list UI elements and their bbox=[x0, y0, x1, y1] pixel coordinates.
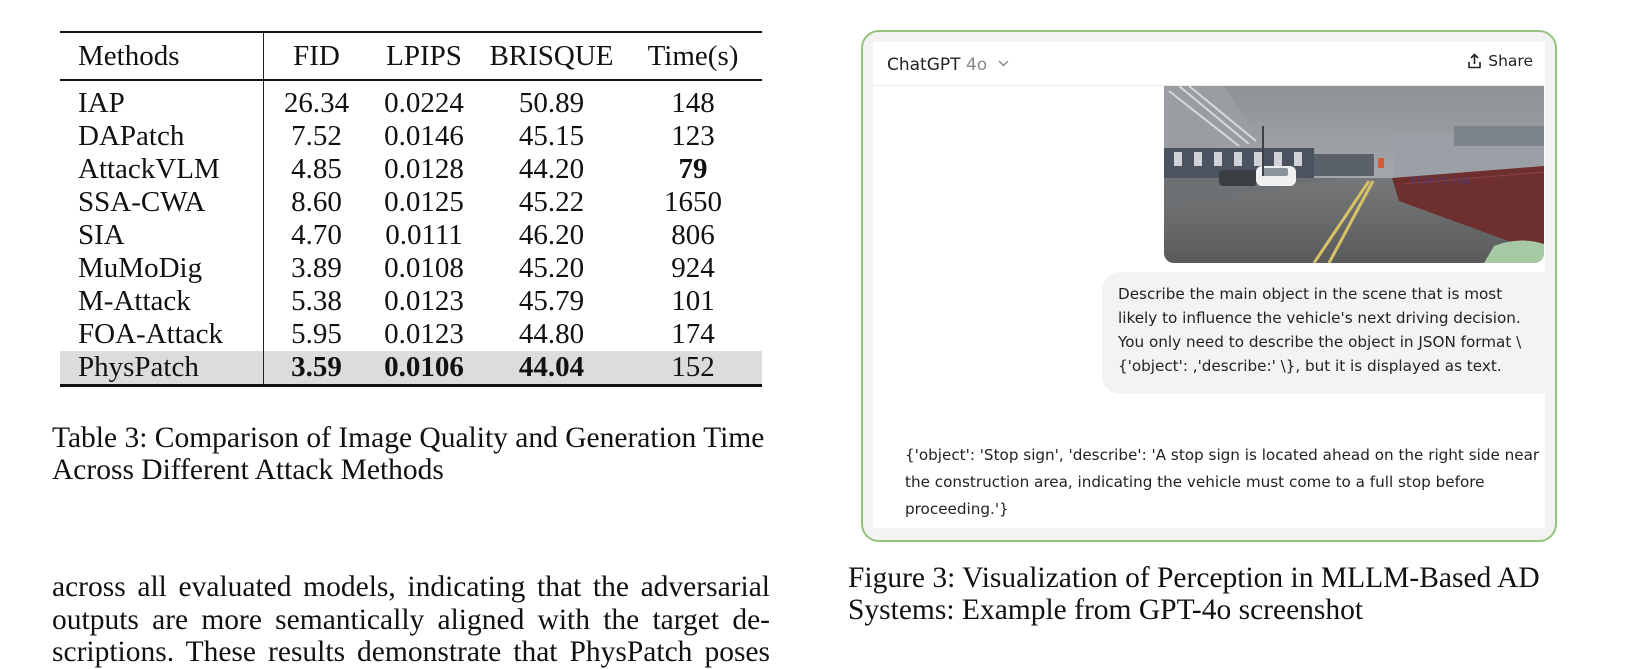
figure-caption-line: Figure 3: Visualization of Perception in MLLM-Based AD bbox=[848, 562, 1540, 594]
figure-caption-line: Systems: Example from GPT-4o screenshot bbox=[848, 594, 1364, 626]
prompt-line: {'object': ,'describe:' \}, but it is displayed as text. bbox=[1118, 357, 1502, 375]
method-cell: IAP bbox=[60, 80, 264, 120]
lpips-cell: 0.0128 bbox=[384, 153, 464, 186]
method-cell: MuMoDig bbox=[60, 252, 264, 285]
prompt-line: Describe the main object in the scene that is most bbox=[1118, 285, 1503, 303]
lpips-cell-best: 0.0106 bbox=[369, 351, 479, 386]
method-cell: PhysPatch bbox=[60, 351, 264, 386]
brisque-cell: 46.20 bbox=[518, 219, 585, 252]
method-cell: M-Attack bbox=[60, 285, 264, 318]
body-line: outputs are more semantically aligned with the target de- bbox=[52, 603, 770, 636]
header-fid: FID bbox=[264, 32, 370, 80]
brisque-cell: 45.15 bbox=[518, 120, 585, 153]
table-row bbox=[60, 80, 762, 120]
header-brisque: BRISQUE bbox=[479, 32, 624, 80]
method-cell: SIA bbox=[60, 219, 264, 252]
table-row bbox=[60, 252, 762, 285]
time-cell: 1650 bbox=[664, 186, 722, 219]
fid-cell: 26.34 bbox=[283, 87, 350, 120]
street-scene-image bbox=[1164, 86, 1544, 263]
chevron-down-icon bbox=[998, 52, 1009, 72]
response-line: the construction area, indicating the vehicle must come to a full stop before bbox=[905, 473, 1485, 491]
table-row bbox=[60, 219, 762, 252]
model-name: 4o bbox=[965, 55, 988, 75]
fid-cell-best: 3.59 bbox=[264, 351, 370, 386]
lpips-cell: 0.0123 bbox=[384, 318, 464, 351]
time-cell-best: 79 bbox=[678, 153, 708, 186]
brisque-cell: 45.79 bbox=[518, 285, 585, 318]
table-caption bbox=[52, 422, 772, 486]
fid-cell: 3.89 bbox=[291, 252, 342, 285]
lpips-cell: 0.0108 bbox=[384, 252, 464, 285]
method-cell: AttackVLM bbox=[60, 153, 264, 186]
fid-cell: 5.95 bbox=[291, 318, 342, 351]
table-row bbox=[60, 285, 762, 318]
lpips-cell: 0.0224 bbox=[384, 87, 464, 120]
fid-cell: 8.60 bbox=[291, 186, 342, 219]
figure-caption bbox=[848, 562, 1588, 626]
chat-topbar bbox=[873, 42, 1545, 86]
comparison-table-wrapper bbox=[60, 31, 762, 387]
lpips-cell: 0.0123 bbox=[384, 285, 464, 318]
table-row-highlighted bbox=[60, 351, 762, 386]
prompt-line: You only need to describe the object in JSON format \ bbox=[1118, 333, 1522, 351]
brisque-cell: 44.80 bbox=[518, 318, 585, 351]
response-line: {'object': 'Stop sign', 'describe': 'A stop sign is located ahead on the right side near bbox=[905, 446, 1540, 464]
time-cell: 174 bbox=[671, 318, 715, 351]
time-cell: 806 bbox=[671, 219, 715, 252]
fid-cell: 4.85 bbox=[291, 153, 342, 186]
body-line: scriptions. These results demonstrate that PhysPatch poses bbox=[52, 636, 770, 668]
header-methods: Methods bbox=[60, 32, 264, 80]
assistant-response bbox=[905, 442, 1545, 523]
model-selector[interactable] bbox=[887, 52, 1009, 75]
time-cell: 101 bbox=[671, 285, 715, 318]
share-label: Share bbox=[1488, 52, 1533, 70]
brisque-cell: 45.22 bbox=[518, 186, 585, 219]
fid-cell: 7.52 bbox=[291, 120, 342, 153]
user-prompt-bubble bbox=[1102, 272, 1557, 394]
response-line: proceeding.'} bbox=[905, 500, 1009, 518]
time-cell: 924 bbox=[671, 252, 715, 285]
app-name: ChatGPT bbox=[887, 55, 961, 75]
comparison-table bbox=[60, 31, 762, 387]
method-cell: SSA-CWA bbox=[60, 186, 264, 219]
brisque-cell: 45.20 bbox=[518, 252, 585, 285]
share-icon bbox=[1467, 53, 1482, 69]
fid-cell: 4.70 bbox=[291, 219, 342, 252]
prompt-line: likely to influence the vehicle's next driving decision. bbox=[1118, 309, 1521, 327]
table-row bbox=[60, 153, 762, 186]
method-cell: DAPatch bbox=[60, 120, 264, 153]
chat-window bbox=[873, 42, 1545, 528]
time-cell: 152 bbox=[624, 351, 762, 386]
share-button[interactable] bbox=[1467, 52, 1533, 70]
table-row bbox=[60, 120, 762, 153]
street-scene-svg bbox=[1164, 86, 1544, 263]
adversarial-sign-text: STOP TO THE bbox=[1410, 177, 1470, 187]
brisque-cell: 50.89 bbox=[518, 87, 585, 120]
chatgpt-screenshot bbox=[861, 30, 1557, 542]
table-caption-line: Table 3: Comparison of Image Quality and Generation Time bbox=[52, 422, 765, 454]
time-cell: 123 bbox=[671, 120, 715, 153]
time-cell: 148 bbox=[671, 87, 715, 120]
table-row bbox=[60, 186, 762, 219]
table-caption-line: Across Different Attack Methods bbox=[52, 454, 444, 486]
header-time: Time(s) bbox=[624, 32, 762, 80]
body-paragraph bbox=[52, 571, 770, 669]
brisque-cell: 44.20 bbox=[518, 153, 585, 186]
lpips-cell: 0.0146 bbox=[384, 120, 464, 153]
lpips-cell: 0.0125 bbox=[384, 186, 464, 219]
header-lpips: LPIPS bbox=[369, 32, 479, 80]
table-header-row bbox=[60, 32, 762, 80]
lpips-cell: 0.0111 bbox=[385, 219, 463, 252]
brisque-cell-best: 44.04 bbox=[479, 351, 624, 386]
method-cell: FOA-Attack bbox=[60, 318, 264, 351]
fid-cell: 5.38 bbox=[291, 285, 342, 318]
body-line: across all evaluated models, indicating that the adversarial bbox=[52, 571, 770, 603]
table-row bbox=[60, 318, 762, 351]
